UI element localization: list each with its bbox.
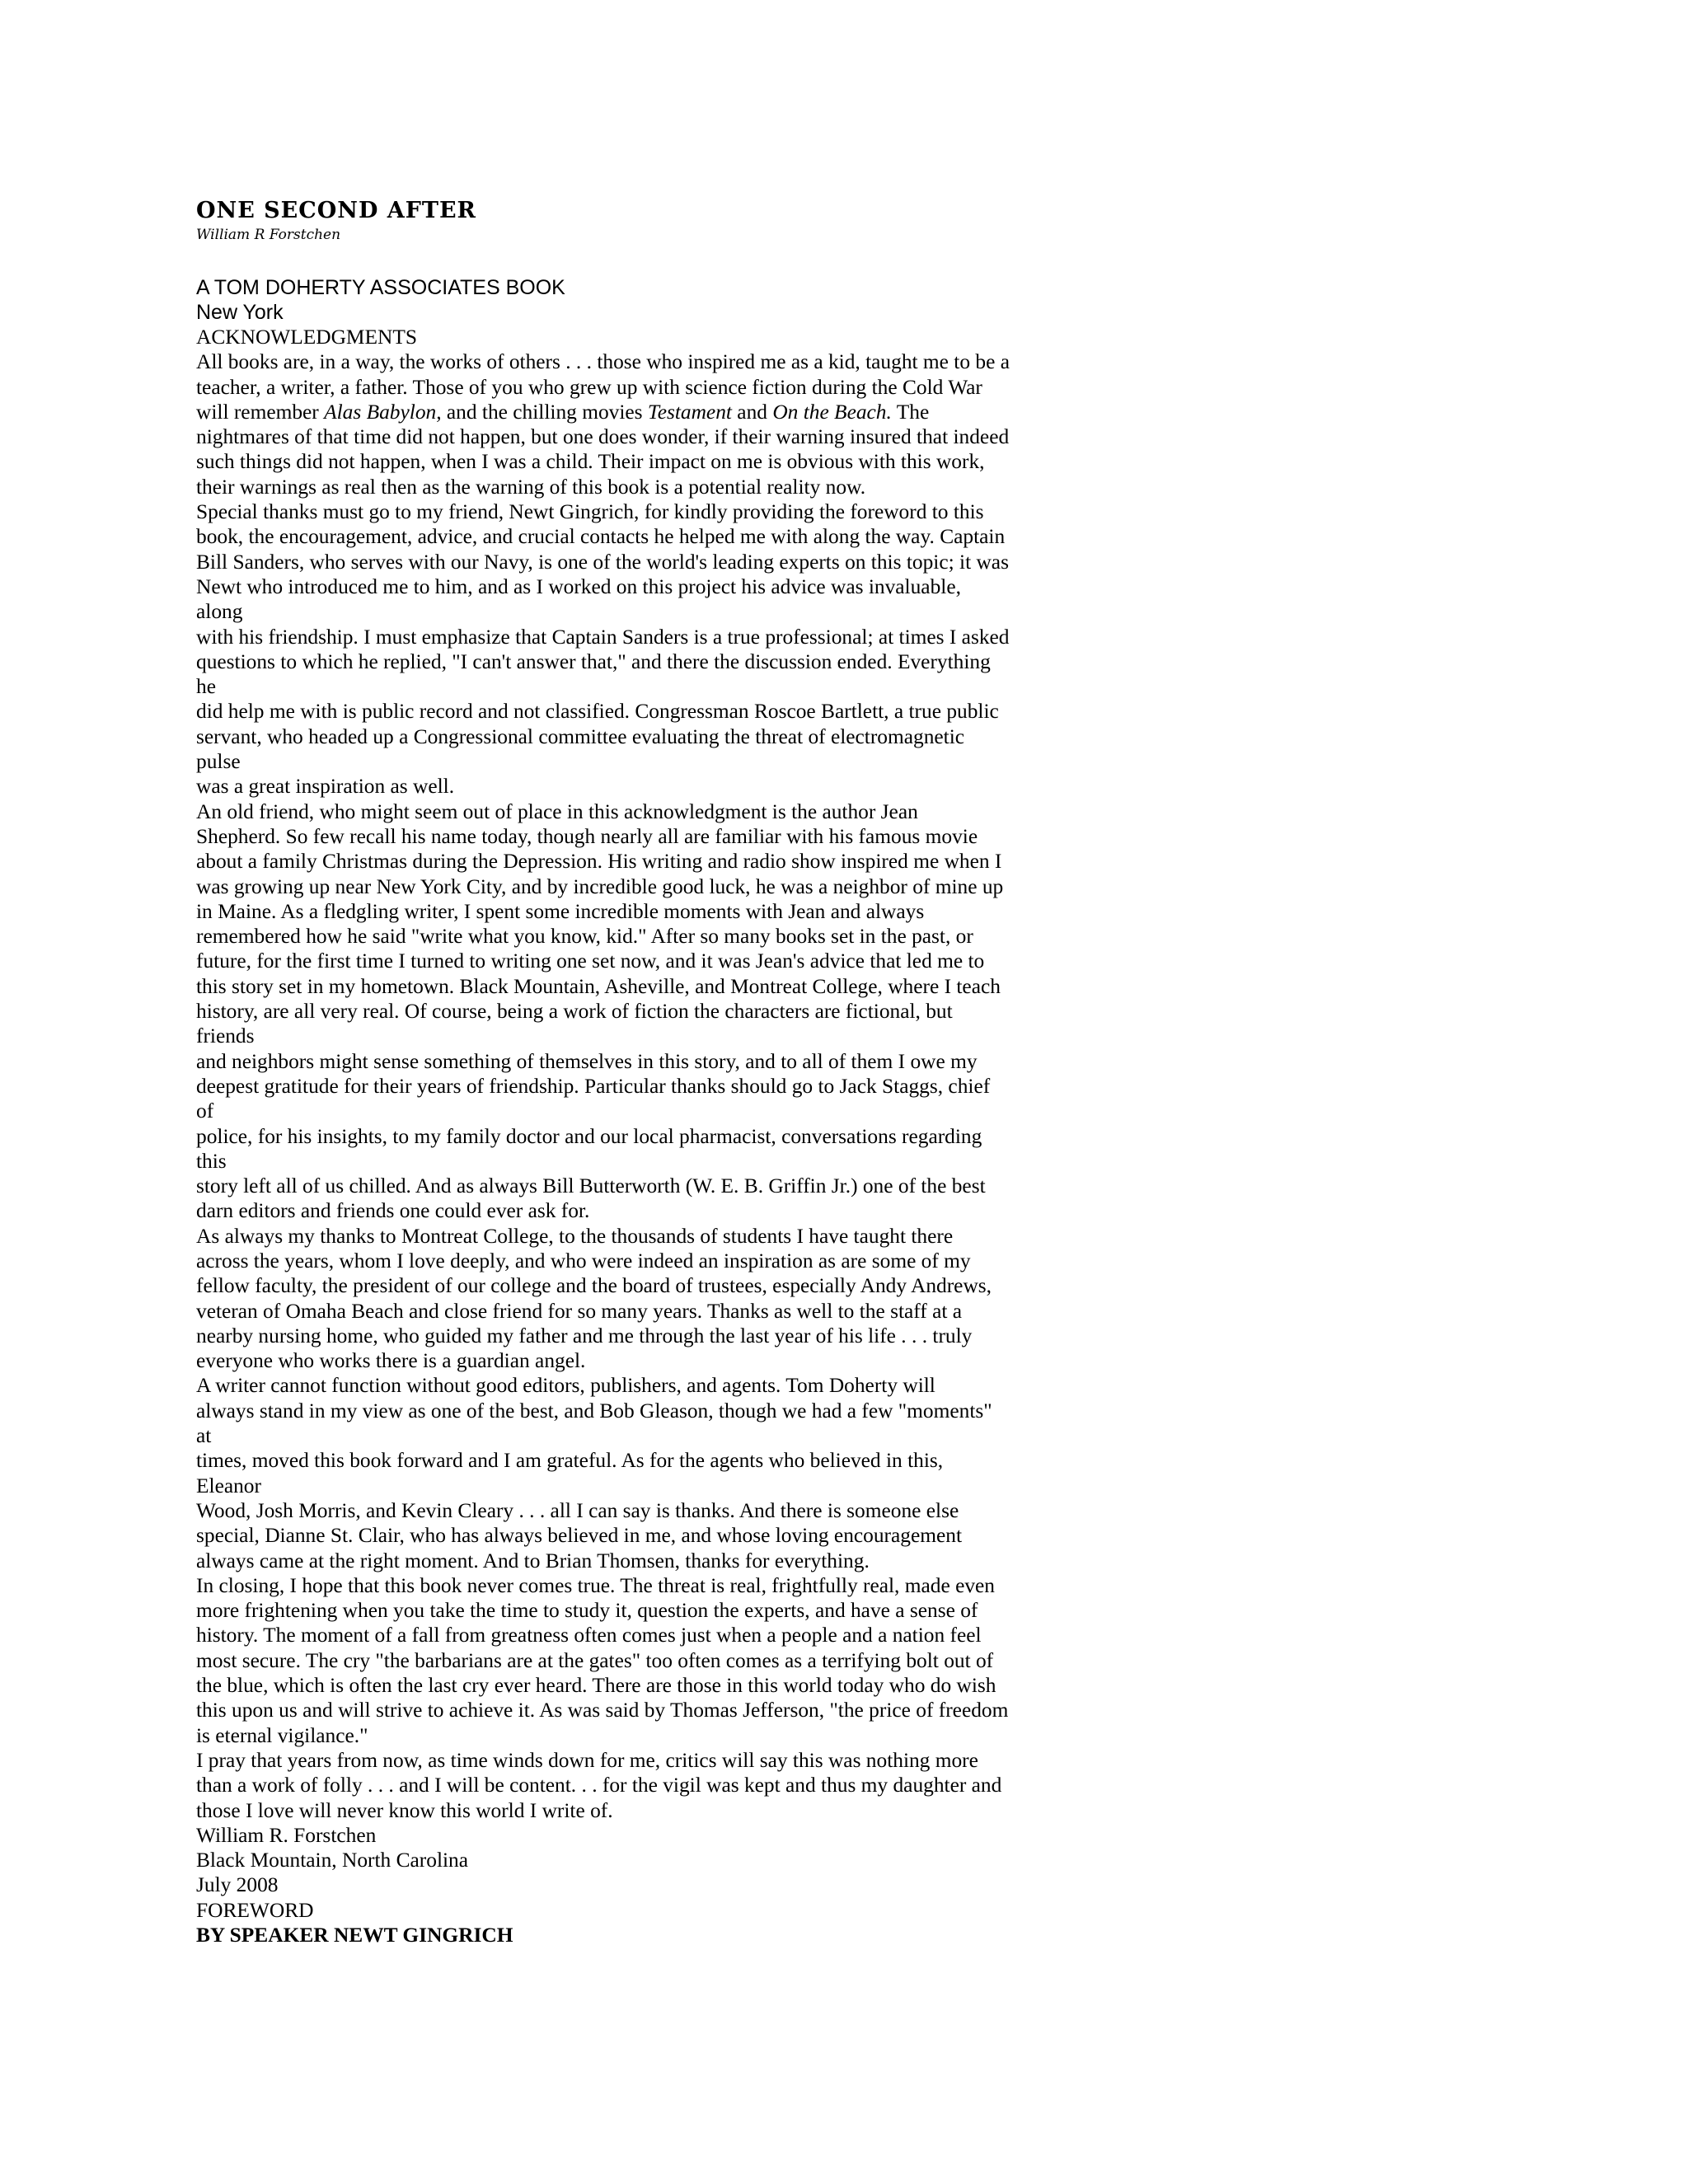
text-line: remembered how he said "write what you know, kid." After so many books set in the past, or	[196, 925, 973, 949]
text-line: A writer cannot function without good editors, publishers, and agents. Tom Doherty will	[196, 1374, 935, 1398]
text-line: darn editors and friends one could ever ask for.	[196, 1199, 590, 1223]
text-line: the blue, which is often the last cry ever heard. There are those in this world today who do wish	[196, 1674, 996, 1698]
text-line: Special thanks must go to my friend, Newt Gingrich, for kindly providing the foreword to this	[196, 500, 984, 524]
text-line: along	[196, 600, 243, 624]
text-line: was a great inspiration as well.	[196, 775, 455, 799]
text-line: pulse	[196, 750, 241, 774]
text-line: of	[196, 1099, 214, 1123]
text-line: was growing up near New York City, and by incredible good luck, he was a neighbor of mine up	[196, 874, 1004, 898]
text-line: times, moved this book forward and I am grateful. As for the agents who believed in this,	[196, 1449, 944, 1473]
text-line: this upon us and will strive to achieve it. As was said by Thomas Jefferson, "the price of freedom	[196, 1699, 1009, 1722]
text-line: Newt who introduced me to him, and as I worked on this project his advice was invaluable,	[196, 574, 961, 598]
book-author: William R Forstchen	[196, 227, 341, 243]
text-line: story left all of us chilled. And as always Bill Butterworth (W. E. B. Griffin Jr.) one of the best	[196, 1174, 986, 1198]
text-line: William R. Forstchen	[196, 1823, 377, 1847]
text-line: future, for the first time I turned to writing one set now, and it was Jean's advice that led me to	[196, 949, 985, 973]
text-line: he	[196, 675, 216, 699]
text-line: police, for his insights, to my family doctor and our local pharmacist, conversations regarding	[196, 1124, 982, 1148]
text-line: Eleanor	[196, 1474, 261, 1497]
book-title: ONE SECOND AFTER	[196, 198, 476, 223]
text-line: their warnings as real then as the warning of this book is a potential reality now.	[196, 475, 866, 499]
text-line: book, the encouragement, advice, and crucial contacts he helped me with along the way. Captain	[196, 525, 1006, 549]
text-line: As always my thanks to Montreat College, to the thousands of students I have taught there	[196, 1224, 954, 1248]
section-heading: ACKNOWLEDGMENTS	[196, 326, 417, 349]
publisher-city: New York	[196, 301, 284, 324]
text-line: questions to which he replied, "I can't answer that," and there the discussion ended. Everything	[196, 649, 991, 673]
text-line: more frightening when you take the time to study it, question the experts, and have a sense of	[196, 1599, 978, 1623]
text-line: is eternal vigilance."	[196, 1723, 368, 1747]
text-line: always stand in my view as one of the best, and Bob Gleason, though we had a few "moments"	[196, 1399, 992, 1422]
text-line: Wood, Josh Morris, and Kevin Cleary . . . all I can say is thanks. And there is someone else	[196, 1498, 959, 1522]
acknowledgments-body	[196, 349, 1070, 1947]
text-line: friends	[196, 1024, 255, 1048]
text-line: nightmares of that time did not happen, but one does wonder, if their warning insured that indeed	[196, 425, 1010, 449]
text-line: than a work of folly . . . and I will be content. . . for the vigil was kept and thus my daughter and	[196, 1774, 1002, 1797]
text-line: across the years, whom I love deeply, and who were indeed an inspiration as are some of my	[196, 1249, 971, 1272]
text-line: All books are, in a way, the works of others . . . those who inspired me as a kid, taught me to be a	[196, 350, 1010, 374]
text-line: fellow faculty, the president of our college and the board of trustees, especially Andy Andrews,	[196, 1274, 992, 1298]
text-line: and neighbors might sense something of themselves in this story, and to all of them I owe my	[196, 1049, 978, 1073]
text-line: servant, who headed up a Congressional committee evaluating the threat of electromagnetic	[196, 724, 965, 748]
text-line: history, are all very real. Of course, being a work of fiction the characters are fictional, but	[196, 1000, 953, 1024]
publisher-line: A TOM DOHERTY ASSOCIATES BOOK	[196, 276, 565, 299]
text-line: did help me with is public record and not classified. Congressman Roscoe Bartlett, a true public	[196, 700, 999, 724]
text-line: most secure. The cry "the barbarians are at the gates" too often comes as a terrifying bolt out of	[196, 1648, 994, 1672]
text-line: those I love will never know this world I write of.	[196, 1798, 613, 1822]
text-line: such things did not happen, when I was a child. Their impact on me is obvious with this work,	[196, 450, 985, 474]
text-line: this story set in my hometown. Black Mountain, Asheville, and Montreat College, where I teach	[196, 974, 1001, 998]
text-line: veteran of Omaha Beach and close friend for so many years. Thanks as well to the staff at a	[196, 1299, 963, 1323]
text-line: An old friend, who might seem out of place in this acknowledgment is the author Jean	[196, 799, 918, 823]
text-line: teacher, a writer, a father. Those of you who grew up with science fiction during the Cold War	[196, 375, 982, 399]
text-line: In closing, I hope that this book never comes true. The threat is real, frightfully real, made even	[196, 1573, 995, 1597]
text-line: I pray that years from now, as time winds down for me, critics will say this was nothing more	[196, 1748, 978, 1772]
text-line: about a family Christmas during the Depression. His writing and radio show inspired me when I	[196, 850, 1002, 874]
text-line: special, Dianne St. Clair, who has always believed in me, and whose loving encouragement	[196, 1524, 963, 1548]
text-line: history. The moment of a fall from greatness often comes just when a people and a nation feel	[196, 1624, 982, 1647]
text-line: always came at the right moment. And to Brian Thomsen, thanks for everything.	[196, 1549, 870, 1572]
text-line: nearby nursing home, who guided my father and me through the last year of his life . . . truly	[196, 1324, 973, 1347]
text-line: will remember Alas Babylon, and the chilling movies Testament and On the Beach. The	[196, 400, 930, 424]
text-line: Black Mountain, North Carolina	[196, 1849, 469, 1872]
text-line: this	[196, 1149, 227, 1173]
text-line: BY SPEAKER NEWT GINGRICH	[196, 1924, 513, 1947]
text-line: FOREWORD	[196, 1898, 314, 1922]
text-line: Shepherd. So few recall his name today, though nearly all are familiar with his famous movie	[196, 824, 978, 848]
text-line: in Maine. As a fledgling writer, I spent some incredible moments with Jean and always	[196, 899, 925, 923]
text-line: at	[196, 1424, 212, 1448]
text-line: July 2008	[196, 1873, 279, 1897]
text-line: Bill Sanders, who serves with our Navy, is one of the world's leading experts on this topic; it was	[196, 550, 1009, 574]
text-line: everyone who works there is a guardian angel.	[196, 1349, 586, 1373]
text-line: with his friendship. I must emphasize that Captain Sanders is a true professional; at times I asked	[196, 625, 1010, 649]
text-line: deepest gratitude for their years of friendship. Particular thanks should go to Jack Staggs, chief	[196, 1074, 991, 1098]
document-page	[196, 198, 1070, 1947]
